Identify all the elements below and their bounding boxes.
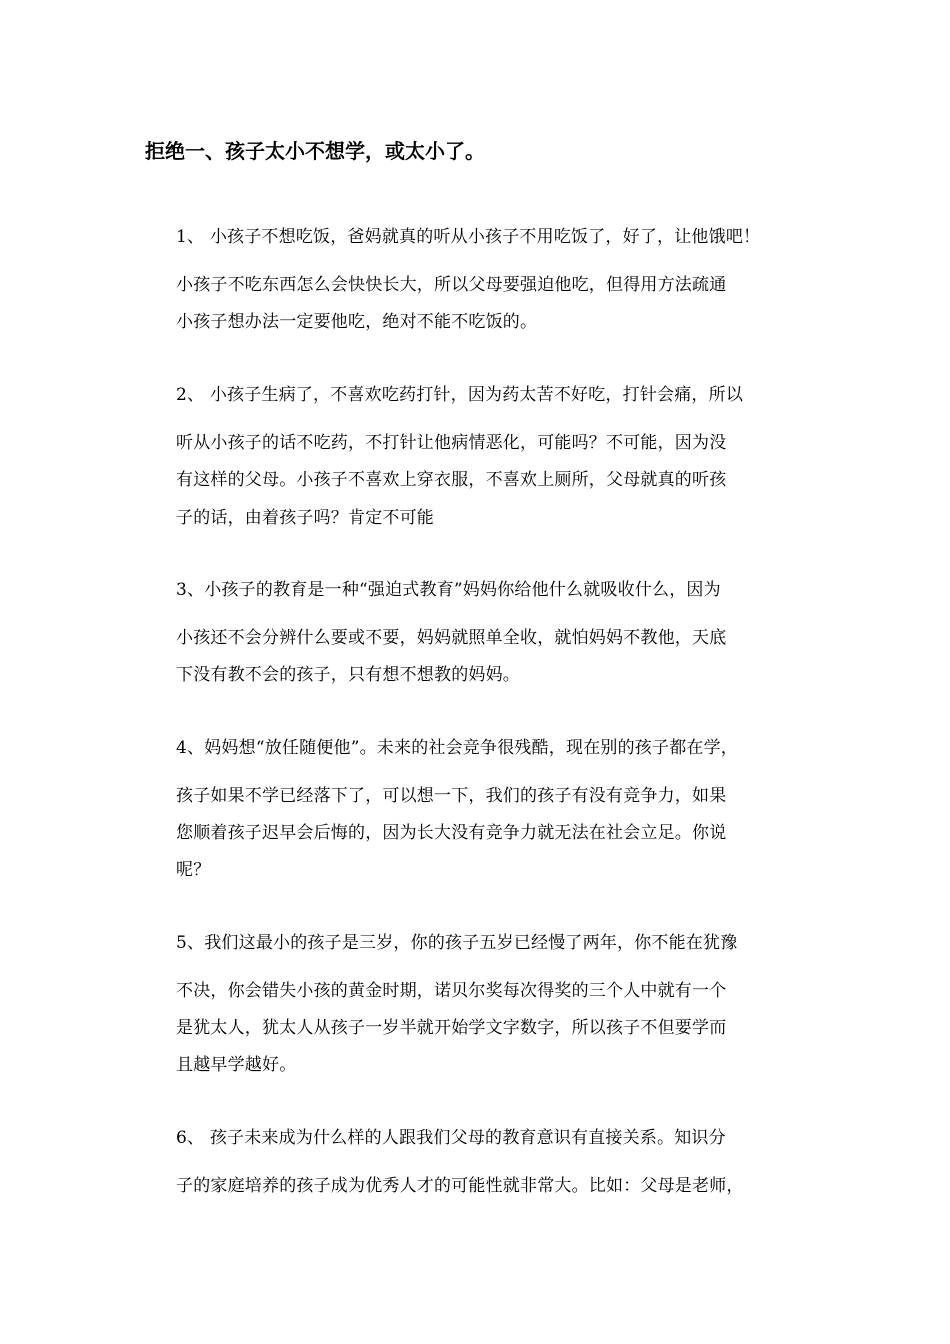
item-6-line-1: 6、 孩子未来成为什么样的人跟我们父母的教育意识有直接关系。知识分: [176, 1128, 726, 1148]
item-1-line-1: 1、 小孩子不想吃饭，爸妈就真的听从小孩子不用吃饭了，好了，让他饿吧！: [176, 227, 761, 247]
item-6-line-2: 子的家庭培养的孩子成为优秀人才的可能性就非常大。比如：父母是老师，: [176, 1176, 744, 1196]
item-3-line-2: 小孩还不会分辨什么要或不要，妈妈就照单全收，就怕妈妈不教他，天底: [176, 628, 727, 648]
item-1-line-3: 小孩子想办法一定要他吃，绝对不能不吃饭的。: [176, 312, 538, 332]
item-5-line-1: 5、我们这最小的孩子是三岁，你的孩子五岁已经慢了两年，你不能在犹豫: [176, 933, 738, 953]
item-4-line-1: 4、妈妈想“放任随便他”。未来的社会竞争很残酷，现在别的孩子都在学，: [176, 738, 738, 758]
item-4-line-3: 您顺着孩子迟早会后悔的，因为长大没有竞争力就无法在社会立足。你说: [176, 823, 727, 843]
item-5-line-2: 不决，你会错失小孩的黄金时期，诺贝尔奖每次得奖的三个人中就有一个: [176, 981, 727, 1001]
item-1-line-2: 小孩子不吃东西怎么会快快长大，所以父母要强迫他吃，但得用方法疏通: [176, 275, 727, 295]
item-2-line-4: 子的话，由着孩子吗？肯定不可能: [176, 508, 434, 528]
item-5-line-3: 是犹太人，犹太人从孩子一岁半就开始学文字数字，所以孩子不但要学而: [176, 1018, 727, 1038]
section-heading: 拒绝一、孩子太小不想学，或太小了。: [145, 139, 485, 163]
item-3-line-3: 下没有教不会的孩子，只有想不想教的妈妈。: [176, 665, 520, 685]
item-5-line-4: 且越早学越好。: [176, 1055, 297, 1075]
item-2-line-2: 听从小孩子的话不吃药，不打针让他病情恶化，可能吗？不可能，因为没: [176, 433, 727, 453]
item-2-line-3: 有这样的父母。小孩子不喜欢上穿衣服，不喜欢上厕所，父母就真的听孩: [176, 470, 727, 490]
item-4-line-2: 孩子如果不学已经落下了，可以想一下，我们的孩子有没有竞争力，如果: [176, 786, 727, 806]
item-4-line-4: 呢？: [176, 860, 211, 880]
item-3-line-1: 3、小孩子的教育是一种“强迫式教育”妈妈你给他什么就吸收什么，因为: [176, 580, 721, 600]
item-2-line-1: 2、 小孩子生病了，不喜欢吃药打针，因为药太苦不好吃，打针会痛，所以: [176, 385, 744, 405]
